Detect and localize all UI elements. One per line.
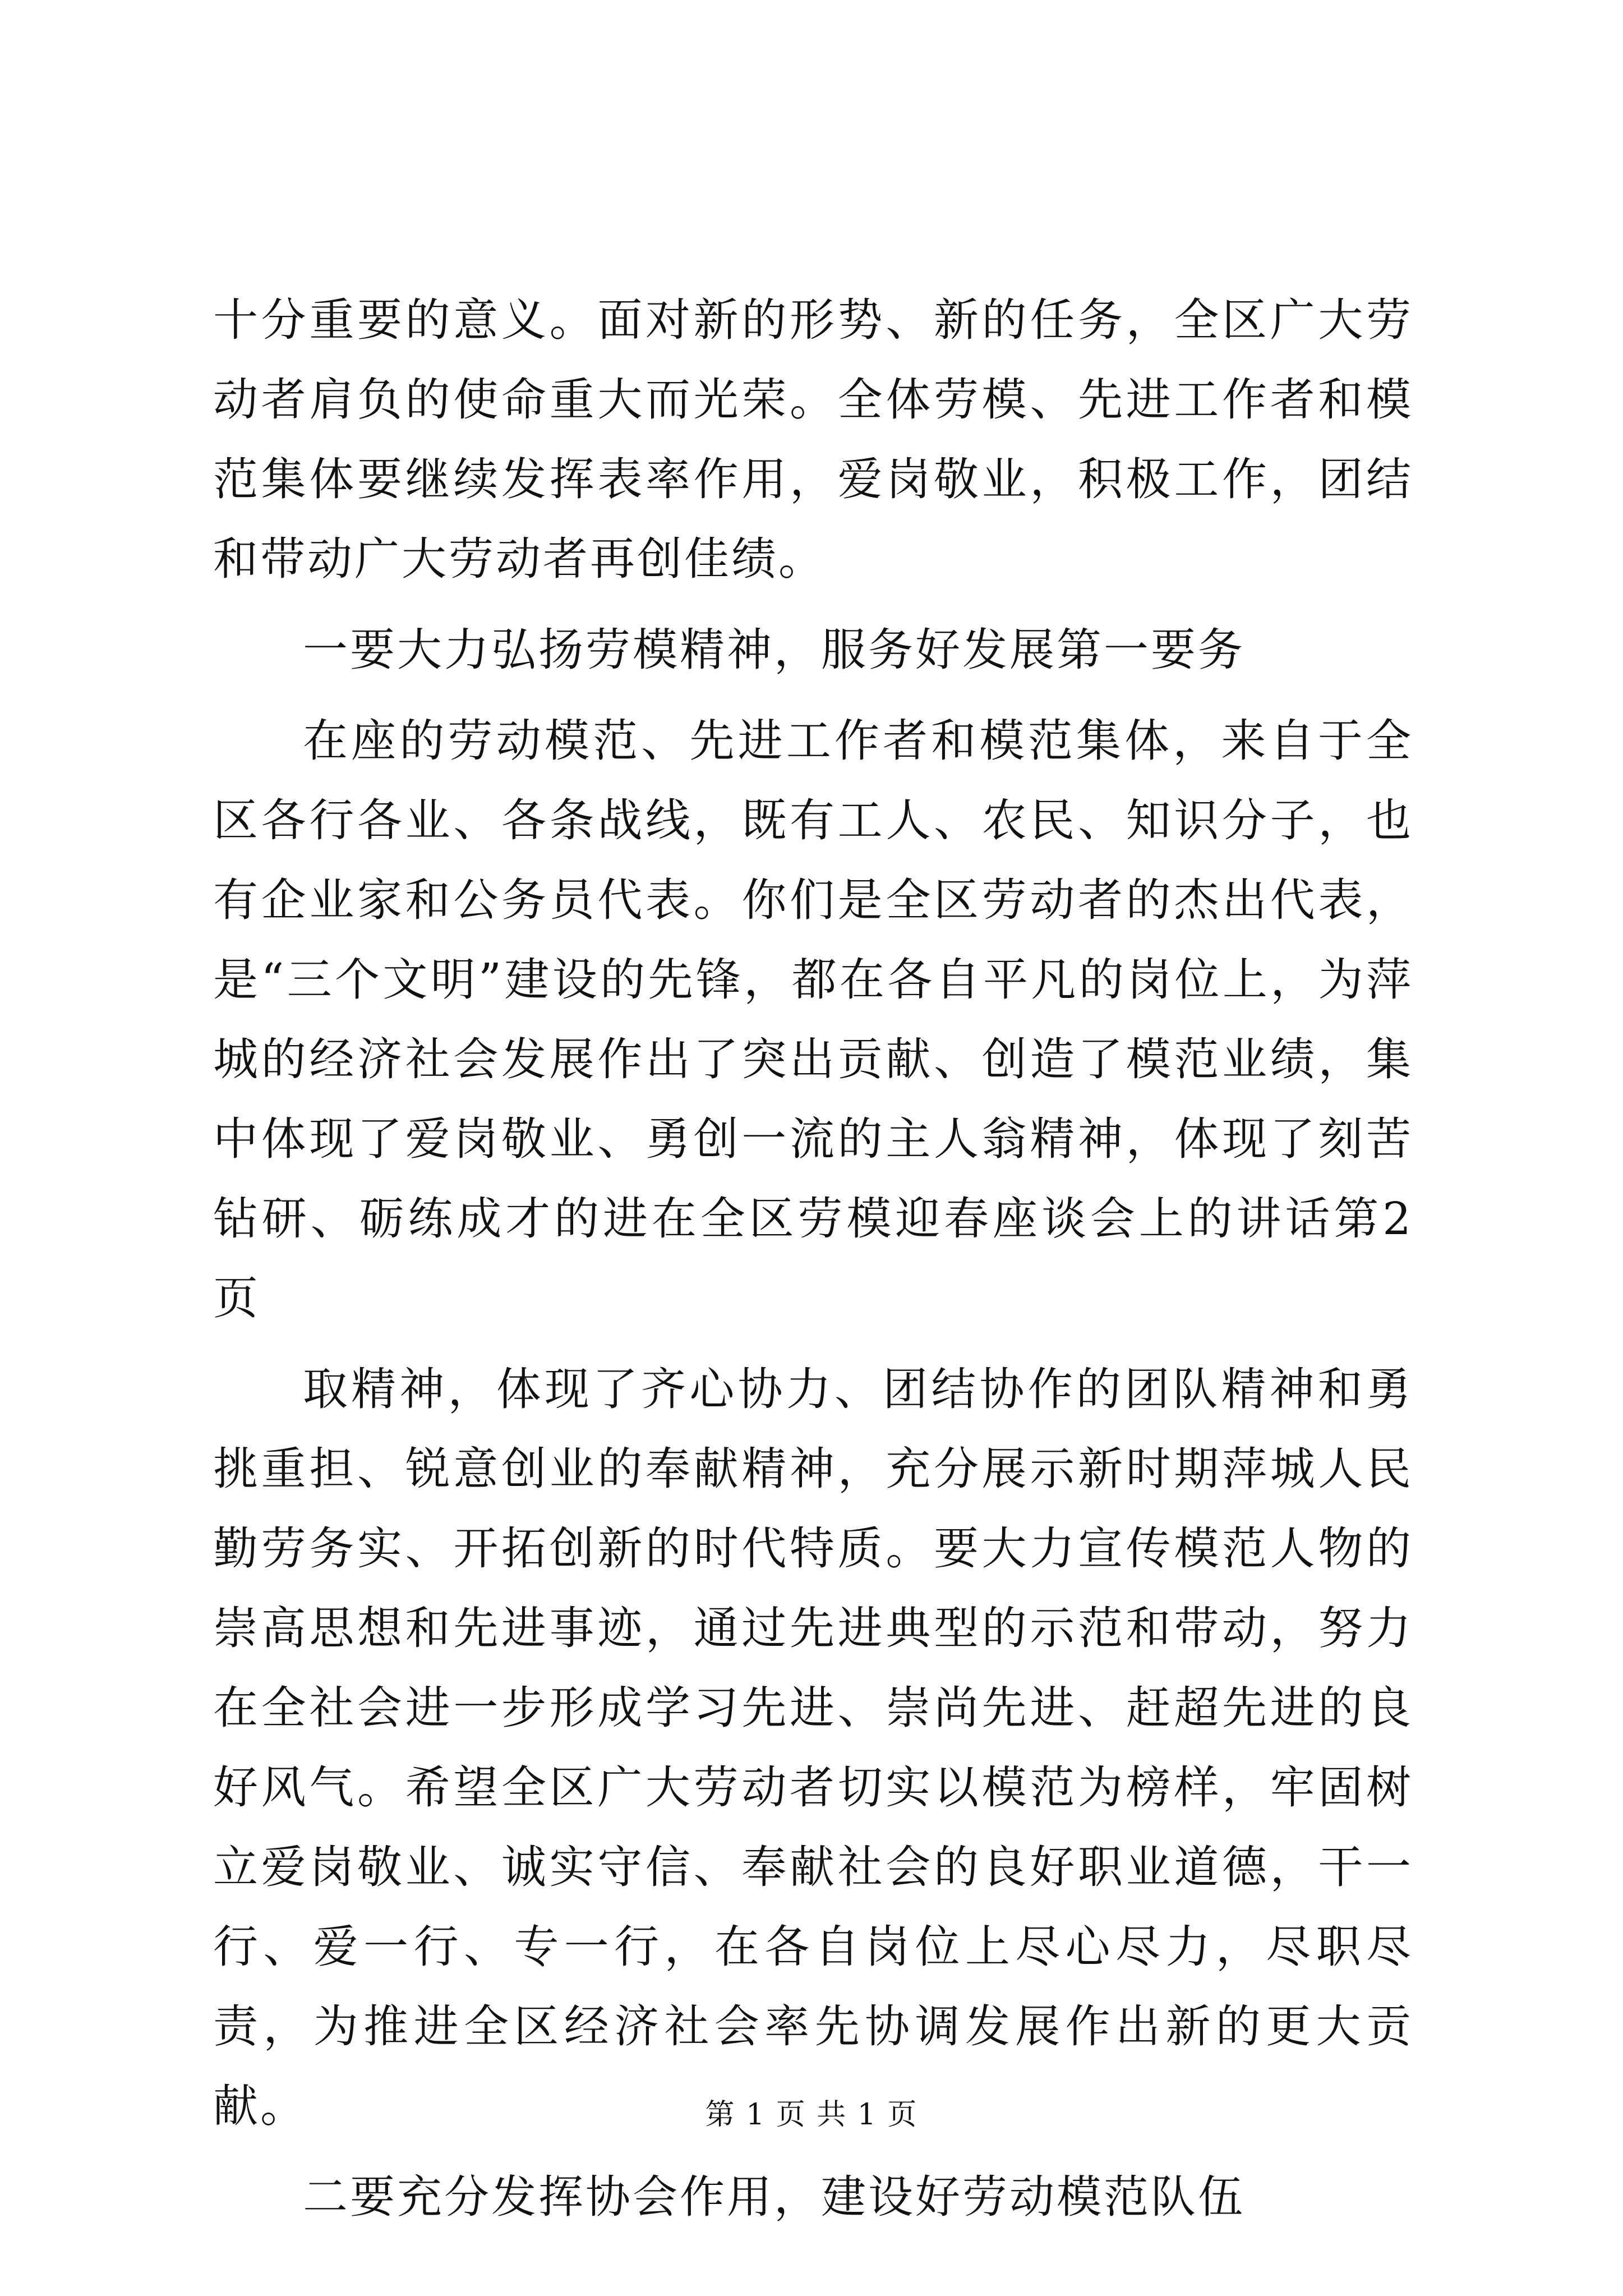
page-footer: 第 1 页 共 1 页 — [705, 2098, 918, 2132]
paragraph-2: 在座的劳动模范、先进工作者和模范集体，来自于全区各行各业、各条战线，既有工人、农民、知识分子，也有企业家和公务员代表。你们是全区劳动者的杰出代表，是“三个文明”建设的先锋，都在各自平凡的岗位上，为萍城的经济社会发展作出了突出贡献、创造了模范业绩，集中体现了爱岗敬业、勇创一流的主人翁精神，体现了刻苦钻研、砺练成才的进在全区劳模迎春座谈会上的讲话第2页 — [213, 715, 1413, 1324]
section-heading-2: 二要充分发挥协会作用，建设好劳动模范队伍 — [303, 2171, 1245, 2223]
paragraph-3: 取精神，体现了齐心协力、团结协作的团队精神和勇挑重担、锐意创业的奉献精神，充分展示新时期萍城人民勤劳务实、开拓创新的时代特质。要大力宣传模范人物的崇高思想和先进事迹，通过先进典型的示范和带动，努力在全社会进一步形成学习先进、崇尚先进、赶超先进的良好风气。希望全区广大劳动者切实以模范为榜样，牢固树立爱岗敬业、诚实守信、奉献社会的良好职业道德，干一行、爱一行、专一行，在各自岗位上尽心尽力，尽职尽责，为推进全区经济社会率先协调发展作出新的更大贡献。 — [213, 1363, 1413, 2132]
document-body — [213, 280, 1413, 2248]
section-heading-1: 一要大力弘扬劳模精神，服务好发展第一要务 — [303, 624, 1245, 676]
paragraph-1: 十分重要的意义。面对新的形势、新的任务，全区广大劳动者肩负的使命重大而光荣。全体劳模、先进工作者和模范集体要继续发挥表率作用，爱岗敬业，积极工作，团结和带动广大劳动者再创佳绩。 — [213, 294, 1413, 585]
